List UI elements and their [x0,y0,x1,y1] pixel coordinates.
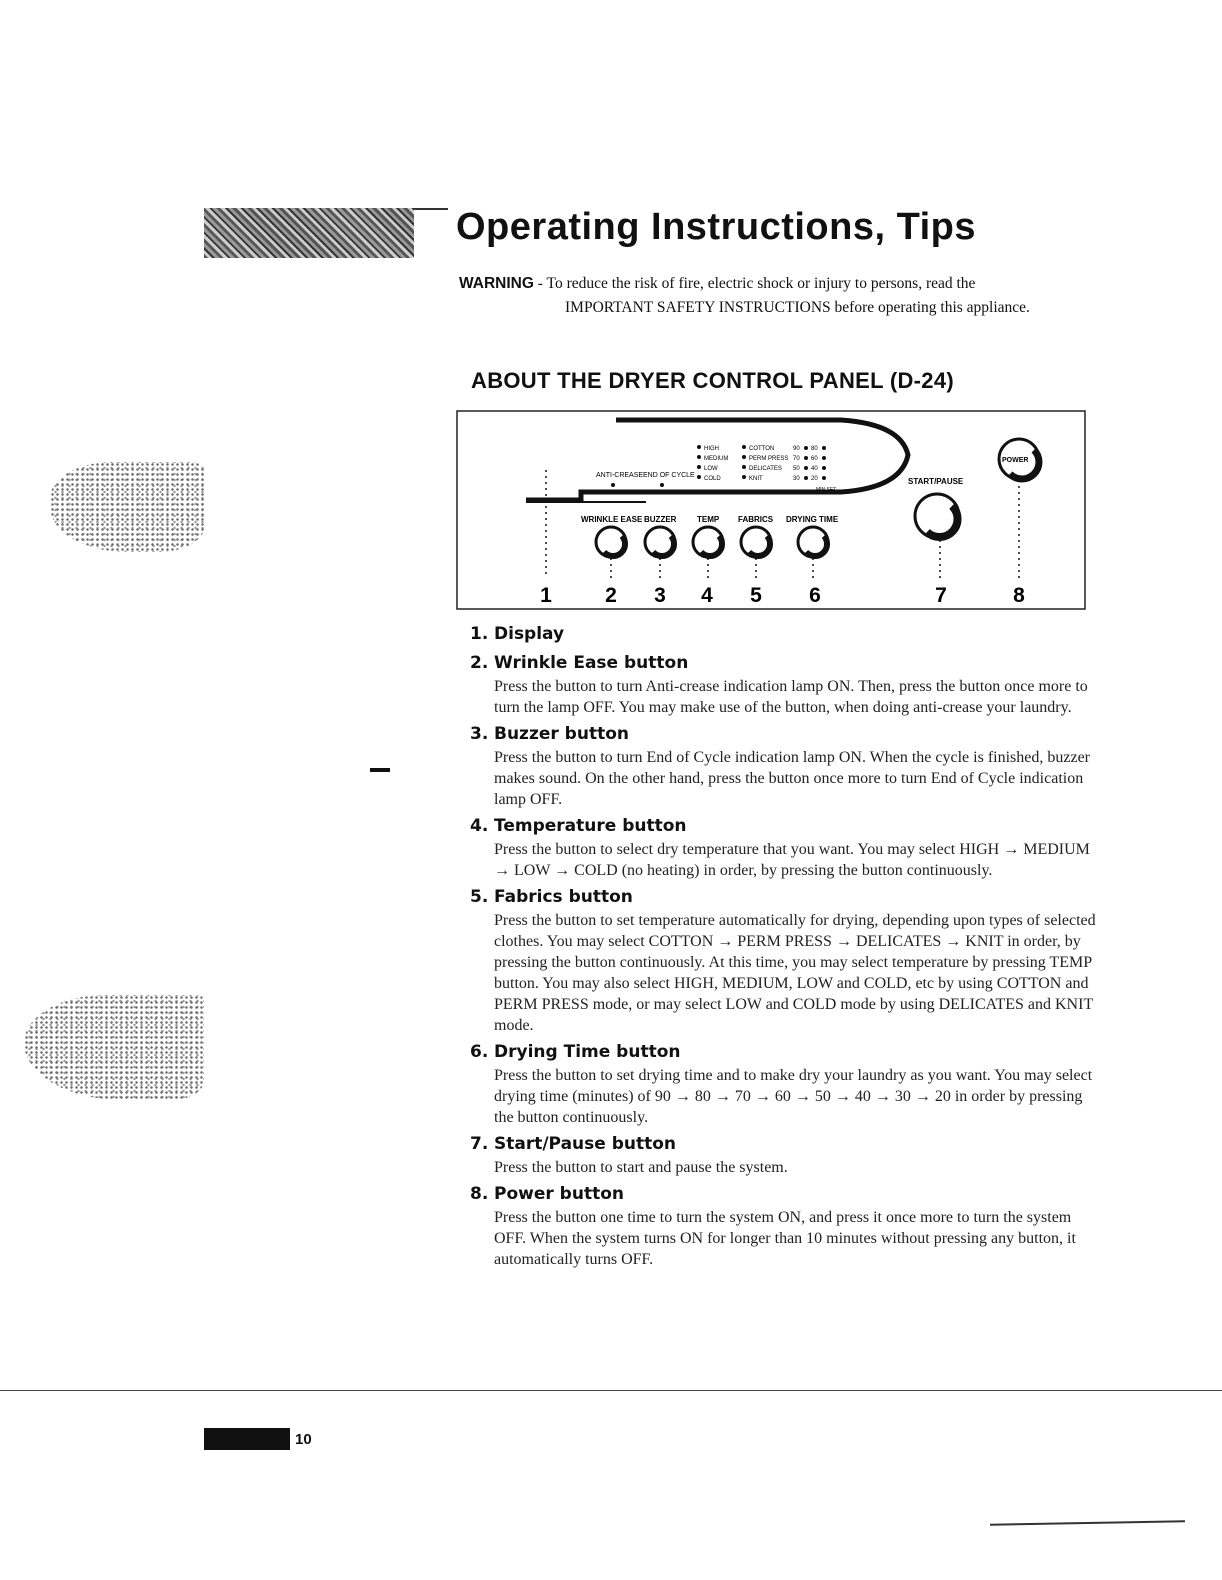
callout-numbers [540,584,1025,607]
instruction-title: Power button [494,1184,624,1204]
instruction-item [470,651,1100,718]
warning-notice [459,272,1099,320]
instruction-heading [470,651,1100,676]
instruction-heading [470,622,1100,647]
instruction-heading [470,1182,1100,1207]
instruction-description: Press the button to set drying time and to make dry your laundry as you want. You may select drying time (minutes) of 90 → 80 → 70 → 60 → 50 → 40 → 30 → 20 in order by pressing the button continuously. [494,1067,1093,1126]
scan-mark [370,768,390,772]
label-perm-press: PERM PRESS [749,456,789,462]
lamp-end-of-cycle [660,483,664,487]
warning-text-1: - To reduce the risk of fire, electric shock or injury to persons, read the [533,275,976,292]
instruction-title: Drying Time button [494,1042,681,1062]
knob-temp [693,527,723,557]
instruction-item [470,814,1100,881]
label-min-set: MIN SET [816,487,837,493]
label-high: HIGH [704,446,719,452]
instruction-number: 4. [470,816,489,836]
label-wrinkle-ease: WRINKLE EASE [581,515,643,524]
label-medium: MEDIUM [704,456,729,462]
warning-text-2: IMPORTANT SAFETY INSTRUCTIONS before operating this appliance. [565,299,1030,316]
time-value-80: 80 [811,446,818,452]
knob-fabrics [741,527,771,557]
instruction-description: Press the button one time to turn the system ON, and press it once more to turn the system OFF. When the system turns ON for longer than 10 minutes without pressing any button, it automatically turns OFF. [494,1209,1076,1268]
knob-start-pause [915,494,959,538]
instruction-item [470,885,1100,1036]
instruction-title: Temperature button [494,816,687,836]
time-lamp-50 [804,466,808,470]
label-cold: COLD [704,476,721,482]
instruction-number: 5. [470,887,489,907]
callout-3: 3 [654,584,666,607]
instruction-item [470,1182,1100,1270]
time-value-90: 90 [793,446,800,452]
page-number-marker [204,1428,290,1450]
callout-5: 5 [750,584,762,607]
section-title: ABOUT THE DRYER CONTROL PANEL (D-24) [471,368,955,393]
footer-rule [0,1390,1222,1391]
instruction-heading [470,722,1100,747]
instruction-title: Wrinkle Ease button [494,653,689,673]
time-lamp-20 [822,476,826,480]
time-value-20: 20 [811,476,818,482]
label-power: POWER [1002,457,1029,464]
knob-buzzer [645,527,675,557]
instruction-title: Start/Pause button [494,1134,677,1154]
time-lamp-90 [804,446,808,450]
time-lamp-60 [822,456,826,460]
time-value-30: 30 [793,476,800,482]
label-end-of-cycle: END OF CYCLE [643,472,695,479]
instruction-heading [470,814,1100,839]
instruction-heading [470,1040,1100,1065]
label-anti-crease: ANTI-CREASE [596,472,644,479]
callout-8: 8 [1013,584,1025,607]
knob-drying-time [798,527,828,557]
instruction-number: 3. [470,724,489,744]
label-cotton: COTTON [749,446,775,452]
instruction-number: 6. [470,1042,489,1062]
time-lamp-70 [804,456,808,460]
instruction-list [470,622,1100,1274]
instruction-description: Press the button to turn Anti-crease indication lamp ON. Then, press the button once more to turn the lamp OFF. You may make use of the button, when doing anti-crease your laundry. [494,678,1088,716]
label-buzzer: BUZZER [644,515,677,524]
panel-frame [457,411,1085,609]
label-fabrics: FABRICS [738,515,774,524]
label-low: LOW [704,466,718,472]
page-title: Operating Instructions, Tips [456,206,977,248]
instruction-number: 7. [470,1134,489,1154]
time-value-60: 60 [811,456,818,462]
instruction-description: Press the button to start and pause the system. [494,1159,788,1176]
scan-speckle [24,995,204,1100]
time-value-70: 70 [793,456,800,462]
lamp-anti-crease [611,483,615,487]
instruction-description: Press the button to turn End of Cycle indication lamp ON. When the cycle is finished, buzzer makes sound. On the other hand, press the button once more to turn End of Cycle indication lamp OFF. [494,749,1091,808]
label-drying-time: DRYING TIME [786,515,839,524]
drying-time-lamps [793,446,826,482]
instruction-description: Press the button to select dry temperature that you want. You may select HIGH → MEDIUM → LOW → COLD (no heating) in order, by pressing the button continuously. [494,841,1090,879]
label-temp: TEMP [697,515,720,524]
time-value-50: 50 [793,466,800,472]
label-knit: KNIT [749,476,763,482]
header-rule [414,208,448,210]
knob-wrinkle-ease [596,527,626,557]
instruction-number: 2. [470,653,489,673]
header-decoration [204,208,414,258]
instruction-item [470,1132,1100,1178]
instruction-number: 1. [470,624,489,644]
scan-mark [990,1520,1185,1525]
label-delicates: DELICATES [749,466,782,472]
scan-speckle [50,462,205,552]
knob-power [999,439,1039,479]
time-value-40: 40 [811,466,818,472]
callout-4: 4 [701,584,713,607]
instruction-item [470,722,1100,810]
time-lamp-80 [822,446,826,450]
instruction-title: Fabrics button [494,887,633,907]
label-start-pause: START/PAUSE [908,477,964,486]
instruction-item [470,1040,1100,1128]
instruction-title: Buzzer button [494,724,629,744]
time-lamp-40 [822,466,826,470]
instruction-title: Display [494,624,565,644]
instruction-item [470,622,1100,647]
instruction-description: Press the button to set temperature automatically for drying, depending upon types of selected clothes. You may select COTTON → PERM PRESS → DELICATES → KNIT in order, by pressing the button continuously. At this time, you may select temperature by pressing TEMP button. You may also select HIGH, MEDIUM, LOW and COLD, etc by using COTTON and PERM PRESS mode, or may select LOW and COLD mode by using DELICATES and KNIT mode. [494,912,1096,1034]
instruction-heading [470,885,1100,910]
callout-2: 2 [605,584,617,607]
time-lamp-30 [804,476,808,480]
page-number: 10 [295,1431,312,1448]
instruction-number: 8. [470,1184,489,1204]
control-panel-diagram [456,410,1086,610]
instruction-heading [470,1132,1100,1157]
callout-1: 1 [540,584,552,607]
warning-lead: WARNING [459,275,534,292]
callout-6: 6 [809,584,821,607]
callout-7: 7 [935,584,947,607]
